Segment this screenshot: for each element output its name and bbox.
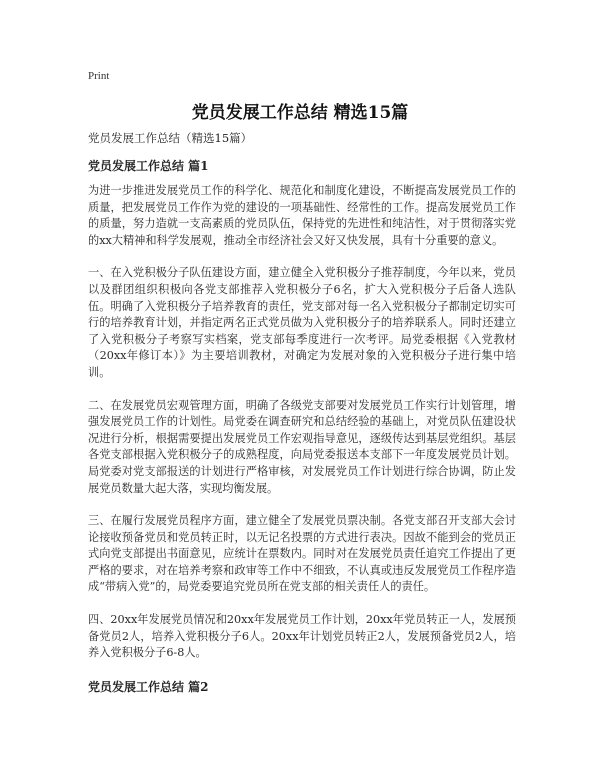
page-title: 党员发展工作总结 精选15篇: [191, 103, 409, 123]
section-heading-1: 党员发展工作总结 篇1: [88, 159, 209, 173]
paragraph-section-two: 二、在发展党员宏观管理方面，明确了各级党支部要对发展党员工作实行计划管理，增强发展党员工作的计划性。局党委在调查研究和总结经验的基础上，对党员队伍建设状况进行分析，根据需要提出发展党员工作宏观指导意见，逐级传达到基层党组织。基层各党支部根据入党积极分子的成熟程度，向局党委报送本支部下一年度发展党员计划。局党委对党支部报送的计划进行严格审核，对发展党员工作计划进行综合协调，防止发展党员数量大起大落，实现均衡发展。: [88, 398, 516, 495]
paragraph-section-four: 四、20xx年发展党员情况和20xx年发展党员工作计划，20xx年党员转正一人，发展预备党员2人，培养入党积极分子6人。20xx年计划党员转正2人，发展预备党员2人，培养入党积极分子6-8人。: [88, 613, 516, 660]
section-heading-2: 党员发展工作总结 篇2: [88, 679, 209, 694]
document-subtitle: 党员发展工作总结（精选15篇）: [88, 131, 253, 145]
paragraph-section-one: 一、在入党积极分子队伍建设方面，建立健全入党积极分子推荐制度，今年以来，党员以及群团组织积极向各党支部推荐入党积极分子6名，扩大入党积极分子后备人选队伍。明确了入党积极分子培养教育的责任，党支部对每一名入党积极分子都制定切实可行的培养教育计划，并指定两名正式党员做为入党积极分子的培养联系人。同时还建立了入党积极分子考察写实档案，党支部每季度进行一次考评。局党委根据《入党教材（20xx年修订本）》为主要培训教材，对确定为发展对象的入党积极分子进行集中培训。: [88, 266, 516, 379]
paragraph-intro: 为进一步推进发展党员工作的科学化、规范化和制度化建设，不断提高发展党员工作的质量，把发展党员工作作为党的建设的一项基础性、经常性的工作。提高发展党员工作的质量，努力造就一支高素质的党员队伍，保持党的先进性和纯洁性，对于贯彻落实党的xx大精神和科学发展观，推动全市经济社会又好又快发展，具有十分重要的意义。: [88, 184, 516, 247]
print-label: Print: [88, 70, 110, 82]
paragraph-section-three: 三、在履行发展党员程序方面，建立健全了发展党员票决制。各党支部召开支部大会讨论接收预备党员和党员转正时，以无记名投票的方式进行表决。因故不能到会的党员正式向党支部提出书面意见，应统计在票数内。同时对在发展党员责任追究工作提出了更严格的要求，对在培养考察和政审等工作中不细致，不认真或违反发展党员工作程序造成“带病入党”的，局党委要追究党员所在党支部的相关责任人的责任。: [88, 514, 516, 594]
document-body: [88, 130, 516, 704]
